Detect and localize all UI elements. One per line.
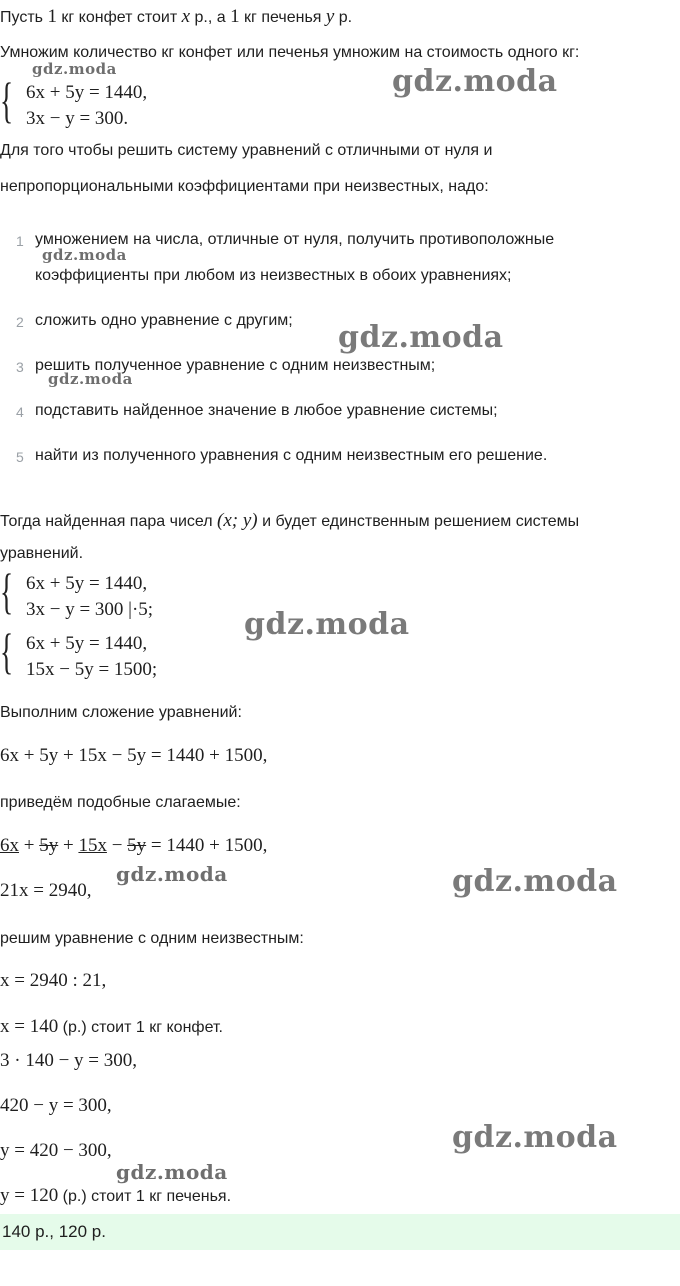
pair-math: (x; y) — [217, 510, 258, 531]
system3-eq1: 6x + 5y = 1440, — [26, 633, 148, 654]
var-y: y — [325, 6, 335, 27]
watermark-logo: gdz.moda — [32, 60, 117, 78]
intro-text: р., а — [190, 9, 231, 26]
step-text: сложить одно уравнение с другим; — [35, 312, 293, 329]
eq-x2: x = 140 — [0, 1016, 59, 1037]
plus: + — [58, 835, 79, 856]
system-brace: { — [0, 72, 14, 128]
pair-line — [0, 510, 579, 532]
intro-text: Пусть — [0, 9, 48, 26]
step-number: 5 — [16, 449, 24, 465]
term-5y-cancelled: 5y — [39, 835, 59, 856]
intro-text: р. — [334, 9, 353, 26]
system1-eq2: 3x − y = 300. — [26, 108, 129, 129]
term-5y-cancelled: 5y — [127, 835, 147, 856]
equation-rest: = 1440 + 1500, — [146, 835, 268, 856]
eq-x1: x = 2940 : 21, — [0, 970, 107, 991]
system-brace: { — [0, 563, 14, 619]
step-number: 1 — [16, 233, 24, 249]
intro-text: кг печенья — [239, 9, 326, 26]
step-text: найти из полученного уравнения с одним неизвестным его решение. — [35, 447, 548, 464]
system-brace: { — [0, 623, 14, 679]
watermark-logo: gdz.moda — [48, 370, 133, 388]
watermark-logo: gdz.moda — [338, 320, 504, 355]
eq-y: y = 120 — [0, 1185, 59, 1206]
watermark-logo: gdz.moda — [452, 1120, 618, 1155]
step-text: решить полученное уравнение с одним неизвестным; — [35, 357, 436, 374]
similar-text: приведём подобные слагаемые: — [0, 794, 241, 811]
system2-eq1: 6x + 5y = 1440, — [26, 573, 148, 594]
term-15x: 15x — [78, 835, 107, 856]
watermark-logo: gdz.moda — [244, 607, 410, 642]
term-6x: 6x — [0, 835, 19, 856]
eq-x2-line — [0, 1016, 223, 1038]
sum-equation: 6x + 5y + 15x − 5y = 1440 + 1500, — [0, 745, 268, 766]
var-x: x — [181, 6, 191, 27]
similar-equation — [0, 835, 267, 857]
intro-num: 1 — [47, 6, 57, 27]
step-number: 2 — [16, 314, 24, 330]
watermark-logo: gdz.moda — [392, 64, 558, 99]
eq-21x: 21x = 2940, — [0, 880, 92, 901]
step-number: 3 — [16, 359, 24, 375]
eq-y-line — [0, 1185, 231, 1207]
rule-text-1: Для того чтобы решить систему уравнений с отличными от нуля и — [0, 142, 493, 159]
add-text: Выполним сложение уравнений: — [0, 704, 242, 721]
intro-line — [0, 6, 352, 28]
watermark-logo: gdz.moda — [452, 864, 618, 899]
step-text: коэффициенты при любом из неизвестных в обоих уравнениях; — [35, 267, 512, 284]
system1-eq1: 6x + 5y = 1440, — [26, 82, 148, 103]
system3-eq2: 15x − 5y = 1500; — [26, 659, 158, 680]
eq-sub3: y = 420 − 300, — [0, 1140, 112, 1161]
step-number: 4 — [16, 404, 24, 420]
eq-sub1: 3 · 140 − y = 300, — [0, 1050, 138, 1071]
pair-text: Тогда найденная пара чисел — [0, 513, 218, 530]
eq-x2-text: (р.) стоит 1 кг конфет. — [58, 1019, 223, 1036]
solve-text: решим уравнение с одним неизвестным: — [0, 930, 304, 947]
step-text: умножением на числа, отличные от нуля, получить противоположные — [35, 231, 555, 248]
system2-eq2: 3x − y = 300 |·5; — [26, 599, 154, 620]
intro-num: 1 — [230, 6, 240, 27]
pair-text: и будет единственным решением системы — [257, 513, 580, 530]
answer-text: 140 р., 120 р. — [2, 1222, 106, 1241]
rule-text-2: непропорциональными коэффициентами при неизвестных, надо: — [0, 178, 489, 195]
intro-text: кг конфет стоит — [56, 9, 182, 26]
plus: + — [19, 835, 40, 856]
multiply-text: Умножим количество кг конфет или печенья умножим на стоимость одного кг: — [0, 44, 580, 61]
eq-y-text: (р.) стоит 1 кг печенья. — [58, 1188, 232, 1205]
eq-sub2: 420 − y = 300, — [0, 1095, 112, 1116]
watermark-logo: gdz.moda — [116, 1160, 228, 1184]
minus: − — [106, 835, 128, 856]
watermark-logo: gdz.moda — [116, 862, 228, 886]
watermark-logo: gdz.moda — [42, 246, 127, 264]
step-text: подставить найденное значение в любое уравнение системы; — [35, 402, 498, 419]
pair-text-2: уравнений. — [0, 545, 84, 562]
